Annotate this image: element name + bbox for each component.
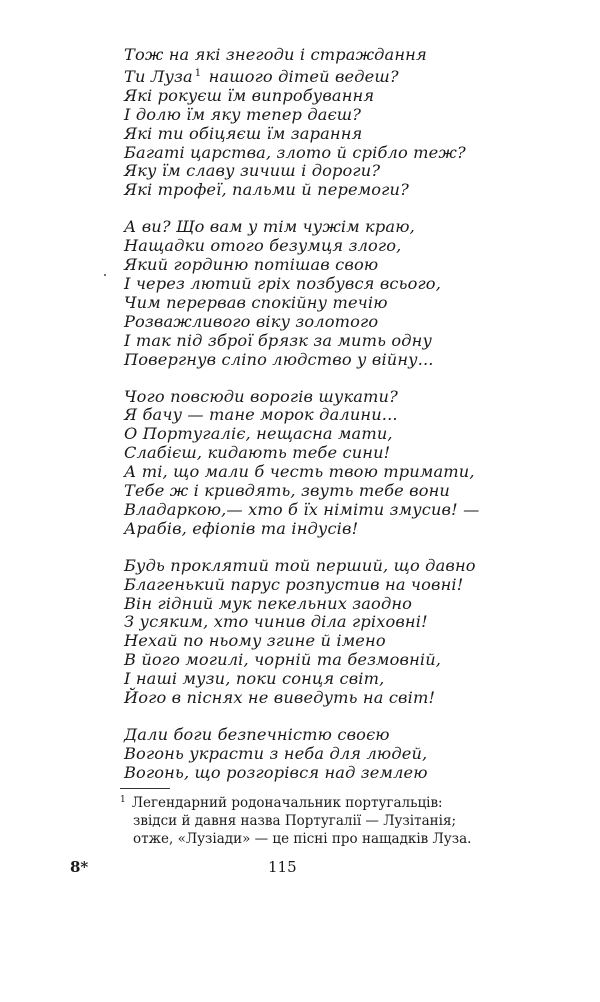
stanza-3	[124, 388, 504, 539]
poem-line: Будь проклятий той перший, що давно	[124, 555, 476, 575]
stanza-5	[124, 726, 504, 783]
poem-line: І наші музи, поки сонця світ,	[124, 669, 385, 689]
poem-line: Чого повсюди ворогів шукати?	[124, 386, 398, 406]
poem-line: І так під зброї брязк за мить одну	[124, 330, 433, 350]
poem-line: В його могилі, чорній та безмовній,	[124, 650, 442, 670]
poem-line-with-footnote	[124, 65, 504, 87]
footnote-reference: 1	[194, 67, 202, 79]
stanza-2	[124, 218, 504, 369]
poem-line: Які рокуєш їм випробування	[124, 85, 375, 105]
poem-line: Тебе ж і кривдять, звуть тебе вони	[124, 481, 450, 501]
poem	[124, 46, 504, 801]
poem-line-start: Ти Луза	[124, 66, 193, 86]
footnote	[120, 791, 500, 848]
poem-line: Чим перервав спокійну течію	[124, 292, 388, 312]
poem-line: Його в піснях не виведуть на світ!	[124, 688, 436, 708]
footnote-line: отже, «Лузіади» — це пісні про нащадків Луза.	[133, 831, 472, 847]
poem-line: І через лютий гріх позбувся всього,	[124, 273, 441, 293]
margin-dot	[104, 274, 106, 276]
poem-line: Владаркою,— хто б їх німіти змусив! —	[124, 499, 480, 519]
footnote-mark: 1	[120, 795, 126, 805]
poem-line: Розважливого віку золотого	[124, 311, 379, 331]
poem-line: А ви? Що вам у тім чужім краю,	[124, 217, 415, 237]
poem-line: Слабієш, кидають тебе сини!	[124, 443, 391, 463]
poem-line: Нехай по ньому згине й імено	[124, 631, 386, 651]
poem-line: Благенький парус розпустив на човні!	[124, 574, 464, 594]
footnote-rule	[120, 788, 170, 789]
poem-line: Вогонь, що розгорівся над землею	[124, 762, 428, 782]
poem-line: Дали боги безпечністю своєю	[124, 725, 390, 744]
poem-line: Які трофеї, пальми й перемоги?	[124, 180, 409, 200]
poem-line: Вогонь украсти з неба для людей,	[124, 743, 428, 763]
poem-line: Я бачу — тане морок далини...	[124, 405, 398, 425]
footnote-line: звідси й давня назва Португалії — Лузітанія;	[133, 813, 457, 829]
page-number: 115	[268, 858, 297, 876]
poem-line: Він гідний мук пекельних заодно	[124, 593, 413, 613]
poem-line: Арабів, ефіопів та індусів!	[124, 518, 359, 538]
poem-line: З усяким, хто чинив діла гріховні!	[124, 612, 428, 632]
signature-mark: 8*	[70, 858, 89, 876]
footnote-text: Легендарний родоначальник португальців:	[131, 795, 443, 811]
poem-line: А ті, що мали б честь твою тримати,	[124, 462, 475, 482]
poem-line-end: нашого дітей ведеш?	[208, 66, 399, 86]
poem-line: Повергнув сліпо людство у війну...	[124, 349, 434, 369]
footnote-line	[120, 791, 500, 812]
poem-line: І долю їм яку тепер даєш?	[124, 104, 362, 124]
poem-line: Тож на які знегоди і страждання	[124, 45, 427, 64]
poem-line: Нащадки отого безумця злого,	[124, 236, 402, 256]
poem-line: Багаті царства, злото й срібло теж?	[124, 142, 466, 162]
stanza-1	[124, 46, 504, 200]
stanza-4	[124, 557, 504, 708]
poem-line: Який гординю потішав свою	[124, 255, 379, 275]
poem-line: Яку їм славу зичиш і дороги?	[124, 161, 381, 181]
poem-line: О Португаліє, нещасна мати,	[124, 424, 393, 444]
poem-line: Які ти обіцяєш їм зарання	[124, 123, 363, 143]
